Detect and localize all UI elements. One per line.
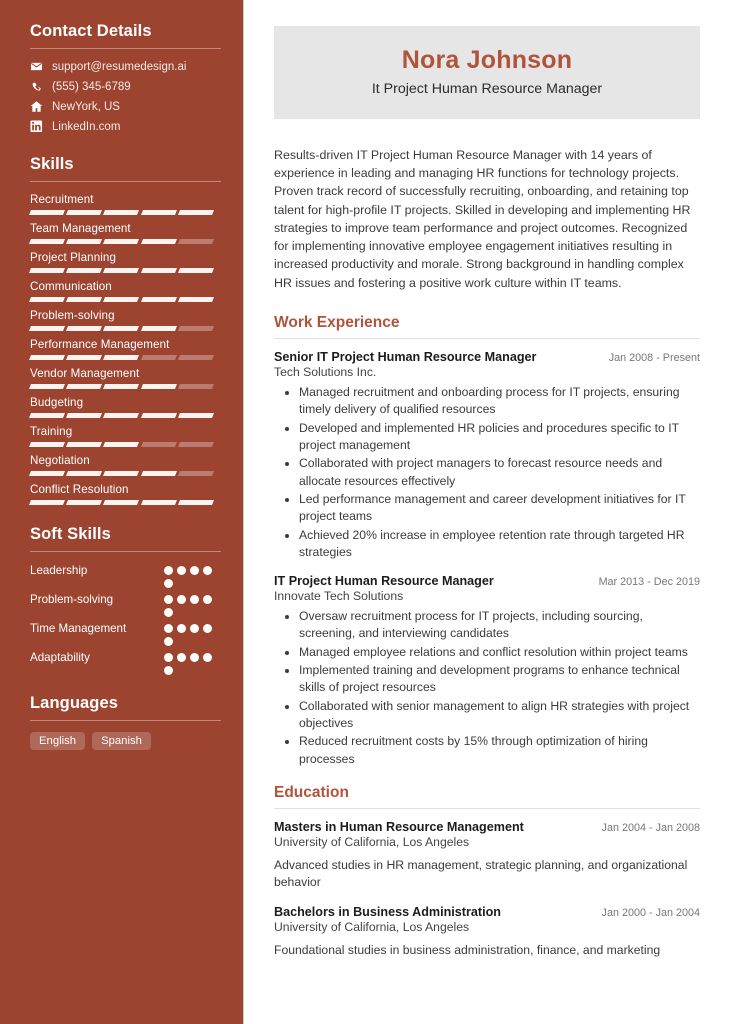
- skill-bar-segment: [103, 442, 139, 447]
- skill-bar-segment: [29, 471, 65, 476]
- contact-row[interactable]: [30, 60, 221, 73]
- work-entry-organization: Tech Solutions Inc.: [274, 364, 377, 379]
- skill-bar-segment: [103, 326, 139, 331]
- skill-name: Team Management: [30, 222, 131, 235]
- skill-item: [30, 309, 221, 331]
- work-entry-bullets: [274, 608, 700, 768]
- rating-dot: [164, 666, 173, 675]
- work-bullet: • Achieved 20% increase in employee retention rate through targeted HR strategies: [299, 527, 700, 562]
- work-entry: [274, 574, 700, 768]
- education-degree: Bachelors in Business Administration: [274, 904, 501, 919]
- contact-row[interactable]: [30, 100, 221, 113]
- rating-dot: [190, 566, 199, 575]
- work-entry-organization: Innovate Tech Solutions: [274, 589, 404, 604]
- rating-dot: [164, 579, 173, 588]
- languages-heading: Languages: [30, 694, 119, 712]
- skill-bar-segment: [141, 268, 177, 273]
- skill-item: [30, 251, 221, 273]
- work-entry-title: IT Project Human Resource Manager: [274, 574, 494, 589]
- skill-bar-segment: [141, 355, 177, 360]
- soft-skill-name: Problem-solving: [30, 593, 114, 606]
- education-degree: Masters in Human Resource Management: [274, 820, 524, 835]
- work-entry-bullets: [274, 384, 700, 561]
- main-content: [244, 0, 730, 1024]
- soft-skill-name: Adaptability: [30, 651, 90, 664]
- education-date: Jan 2000 - Jan 2004: [601, 906, 700, 919]
- skill-bar-segment: [178, 500, 214, 505]
- skill-bar-segment: [141, 384, 177, 389]
- skill-bar-segment: [178, 326, 214, 331]
- contact-value: (555) 345-6789: [52, 80, 131, 93]
- work-entry-header: [274, 574, 700, 588]
- skill-name: Problem-solving: [30, 309, 115, 322]
- languages-list: [30, 732, 221, 750]
- work-bullet: • Collaborated with senior management to align HR strategies with project objectives: [299, 698, 700, 733]
- soft-skill-name: Leadership: [30, 564, 88, 577]
- soft-skill-item: [30, 621, 221, 646]
- skill-bar-segment: [66, 239, 102, 244]
- skill-bar-segment: [29, 442, 65, 447]
- skill-bar-segment: [178, 239, 214, 244]
- skill-bar-segment: [178, 210, 214, 215]
- education-entries: [274, 820, 700, 959]
- education-entry: [274, 905, 700, 959]
- work-bullet: • Developed and implemented HR policies and procedures specific to IT project management: [299, 420, 700, 455]
- skills-heading: Skills: [30, 155, 74, 173]
- skill-name: Training: [30, 425, 73, 438]
- professional-summary: Results-driven IT Project Human Resource Manager with 14 years of experience in leading and managing HR functions for technology projects. Proven track record of successfully recruiting, onboarding, and retaining top talent for high-profile IT projects. Skilled in developing and implementing HR strategies to improve team performance and project outcomes. Recognized for implementing innovative employee engagement initiatives resulting in increased productivity and morale. Strong background in handling complex HR issues and fostering a positive work culture within IT teams.: [274, 148, 691, 290]
- contact-details-section: [30, 22, 221, 133]
- soft-skills-list: [30, 563, 221, 675]
- skill-bar-segment: [29, 326, 65, 331]
- skill-bar-segment: [178, 268, 214, 273]
- rating-dot: [190, 595, 199, 604]
- work-bullet: • Oversaw recruitment process for IT projects, including sourcing, screening, and interviewing candidates: [299, 608, 700, 643]
- skill-level-bar: [30, 297, 213, 302]
- work-bullet: • Implemented training and development programs to enhance technical skills of project resources: [299, 662, 700, 697]
- skill-bar-segment: [141, 326, 177, 331]
- phone-icon: [30, 80, 43, 93]
- skill-level-bar: [30, 355, 213, 360]
- soft-skill-rating: [164, 563, 221, 588]
- contact-row[interactable]: [30, 80, 221, 93]
- education-date: Jan 2004 - Jan 2008: [601, 822, 700, 835]
- skill-level-bar: [30, 210, 213, 215]
- rating-dot: [164, 653, 173, 662]
- language-pill: English: [30, 732, 85, 750]
- envelope-icon: [30, 60, 43, 73]
- rating-dot: [177, 653, 186, 662]
- skill-bar-segment: [141, 442, 177, 447]
- skill-name: Vendor Management: [30, 367, 140, 380]
- skills-section: [30, 155, 221, 505]
- contact-list: [30, 60, 221, 133]
- contact-value: NewYork, US: [52, 100, 120, 113]
- skill-name: Negotiation: [30, 454, 90, 467]
- education-description: Foundational studies in business administration, finance, and marketing: [274, 942, 661, 957]
- education-school: University of California, Los Angeles: [274, 835, 470, 850]
- skill-name: Recruitment: [30, 193, 94, 206]
- candidate-name: Nora Johnson: [401, 46, 573, 74]
- skill-bar-segment: [141, 297, 177, 302]
- skill-bar-segment: [178, 355, 214, 360]
- work-entry-title: Senior IT Project Human Resource Manager: [274, 349, 537, 364]
- skill-bar-segment: [66, 384, 102, 389]
- skill-item: [30, 483, 221, 505]
- skill-bar-segment: [103, 210, 139, 215]
- skill-bar-segment: [29, 500, 65, 505]
- soft-skill-item: [30, 592, 221, 617]
- skill-bar-segment: [66, 355, 102, 360]
- education-heading: Education: [274, 784, 349, 802]
- skill-bar-segment: [29, 268, 65, 273]
- skill-bar-segment: [29, 239, 65, 244]
- skill-name: Performance Management: [30, 338, 170, 351]
- education-entry-header: [274, 820, 700, 834]
- skill-item: [30, 367, 221, 389]
- rating-dot: [177, 566, 186, 575]
- work-experience-divider: [274, 338, 700, 339]
- education-school: University of California, Los Angeles: [274, 919, 470, 934]
- soft-skills-section: [30, 525, 221, 675]
- skill-item: [30, 222, 221, 244]
- skill-bar-segment: [103, 471, 139, 476]
- education-divider: [274, 808, 700, 809]
- rating-dot: [177, 624, 186, 633]
- soft-skills-divider: [30, 551, 221, 552]
- contact-row[interactable]: [30, 120, 221, 133]
- skill-bar-segment: [178, 384, 214, 389]
- work-entries: [274, 350, 700, 768]
- skill-item: [30, 280, 221, 302]
- skill-bar-segment: [178, 471, 214, 476]
- skill-bar-segment: [29, 355, 65, 360]
- skill-bar-segment: [103, 413, 139, 418]
- skill-item: [30, 193, 221, 215]
- soft-skill-item: [30, 650, 221, 675]
- skill-item: [30, 396, 221, 418]
- skill-bar-segment: [141, 471, 177, 476]
- work-bullet: • Collaborated with project managers to forecast resource needs and allocate resources effectively: [299, 455, 700, 490]
- skill-bar-segment: [103, 239, 139, 244]
- skill-bar-segment: [66, 326, 102, 331]
- skill-bar-segment: [29, 384, 65, 389]
- work-entry-header: [274, 350, 700, 364]
- education-entry-header: [274, 905, 700, 919]
- skill-bar-segment: [29, 210, 65, 215]
- education-description: Advanced studies in HR management, strategic planning, and organizational behavior: [274, 858, 688, 890]
- skill-bar-segment: [103, 384, 139, 389]
- skill-bar-segment: [66, 442, 102, 447]
- skill-level-bar: [30, 268, 213, 273]
- skills-divider: [30, 181, 221, 182]
- skill-level-bar: [30, 384, 213, 389]
- skill-bar-segment: [66, 500, 102, 505]
- skill-level-bar: [30, 500, 213, 505]
- skill-bar-segment: [66, 210, 102, 215]
- skill-bar-segment: [66, 471, 102, 476]
- work-experience-heading: Work Experience: [274, 313, 400, 331]
- contact-details-heading: Contact Details: [30, 22, 152, 40]
- skill-bar-segment: [66, 268, 102, 273]
- skill-item: [30, 454, 221, 476]
- work-bullet: • Reduced recruitment costs by 15% through optimization of hiring processes: [299, 733, 700, 768]
- rating-dot: [164, 624, 173, 633]
- work-bullet: • Managed recruitment and onboarding process for IT projects, ensuring timely delivery of qualified resources: [299, 384, 700, 419]
- rating-dot: [164, 608, 173, 617]
- skill-bar-segment: [141, 413, 177, 418]
- language-pill: Spanish: [92, 732, 151, 750]
- skill-name: Project Planning: [30, 251, 117, 264]
- skill-name: Communication: [30, 280, 112, 293]
- skill-name: Conflict Resolution: [30, 483, 129, 496]
- work-experience-section: [274, 314, 700, 768]
- linkedin-icon: [30, 120, 43, 133]
- soft-skill-rating: [164, 592, 221, 617]
- skill-level-bar: [30, 442, 213, 447]
- skill-bar-segment: [178, 442, 214, 447]
- skill-level-bar: [30, 413, 213, 418]
- rating-dot: [203, 624, 212, 633]
- contact-value: LinkedIn.com: [52, 120, 121, 133]
- contact-value: support@resumedesign.ai: [52, 60, 187, 73]
- soft-skill-item: [30, 563, 221, 588]
- rating-dot: [190, 624, 199, 633]
- skill-item: [30, 425, 221, 447]
- name-card: [274, 26, 700, 119]
- skill-bar-segment: [66, 413, 102, 418]
- work-bullet: • Managed employee relations and conflict resolution within project teams: [299, 644, 700, 661]
- home-icon: [30, 100, 43, 113]
- work-bullet: • Led performance management and career development initiatives for IT project teams: [299, 491, 700, 526]
- candidate-title: It Project Human Resource Manager: [371, 81, 603, 97]
- skill-bar-segment: [29, 297, 65, 302]
- rating-dot: [164, 595, 173, 604]
- languages-section: [30, 694, 221, 750]
- rating-dot: [203, 566, 212, 575]
- skill-bar-segment: [66, 297, 102, 302]
- skill-bar-segment: [103, 500, 139, 505]
- education-entry: [274, 820, 700, 892]
- rating-dot: [177, 595, 186, 604]
- skill-level-bar: [30, 471, 213, 476]
- skill-bar-segment: [141, 500, 177, 505]
- soft-skill-name: Time Management: [30, 622, 127, 635]
- work-entry: [274, 350, 700, 561]
- rating-dot: [203, 653, 212, 662]
- rating-dot: [164, 637, 173, 646]
- rating-dot: [203, 595, 212, 604]
- skill-name: Budgeting: [30, 396, 84, 409]
- work-entry-date: Jan 2008 - Present: [608, 351, 700, 364]
- skill-bar-segment: [141, 239, 177, 244]
- languages-divider: [30, 720, 221, 721]
- skills-list: [30, 193, 221, 505]
- skill-item: [30, 338, 221, 360]
- skill-bar-segment: [103, 297, 139, 302]
- rating-dot: [190, 653, 199, 662]
- skill-level-bar: [30, 326, 213, 331]
- work-entry-date: Mar 2013 - Dec 2019: [598, 576, 700, 589]
- soft-skill-rating: [164, 650, 221, 675]
- skill-bar-segment: [178, 297, 214, 302]
- sidebar: [0, 0, 244, 1024]
- rating-dot: [164, 566, 173, 575]
- education-section: [274, 784, 700, 959]
- skill-bar-segment: [141, 210, 177, 215]
- soft-skill-rating: [164, 621, 221, 646]
- skill-bar-segment: [103, 355, 139, 360]
- skill-bar-segment: [103, 268, 139, 273]
- soft-skills-heading: Soft Skills: [30, 525, 111, 543]
- contact-divider: [30, 48, 221, 49]
- skill-level-bar: [30, 239, 213, 244]
- skill-bar-segment: [178, 413, 214, 418]
- skill-bar-segment: [29, 413, 65, 418]
